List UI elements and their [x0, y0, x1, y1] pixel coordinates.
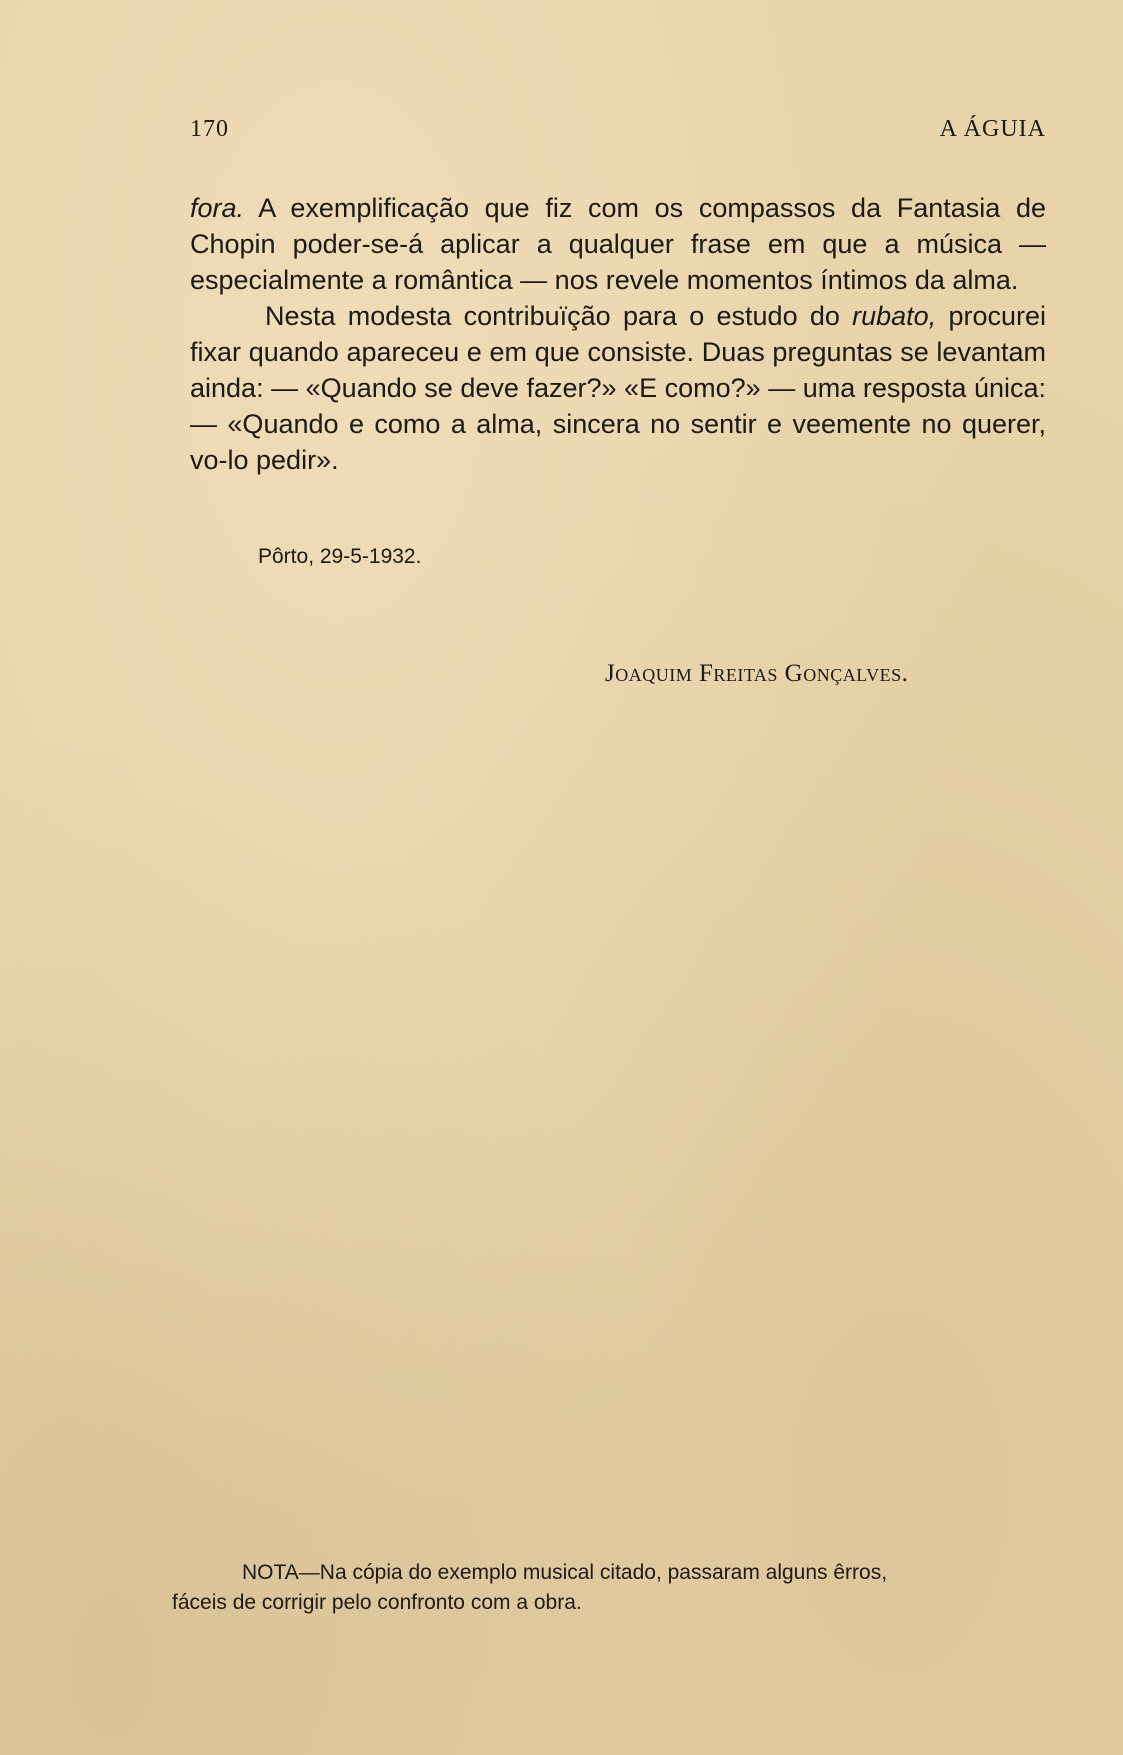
paragraph-2-text-b: procurei fixar quando apareceu e em que consiste. Duas preguntas se levantam ainda: — «Quando se deve fazer?» «E como?» — uma resposta única: — «Quando e como a alma, sincera no sentir e veemente no querer, vo-lo pedir». — [190, 301, 1047, 475]
author-signature: Joaquim Freitas Gonçalves. — [605, 660, 909, 687]
paragraph-2-text-a: Nesta modesta contribuïção para o estudo do — [265, 301, 853, 331]
paragraph-2 — [190, 298, 1046, 478]
body-text — [190, 190, 1046, 478]
dateline: Pôrto, 29-5-1932. — [258, 545, 422, 568]
running-head — [190, 116, 1046, 150]
footnote-line-1: NOTA—Na cópia do exemplo musical citado, passaram alguns êrros, — [242, 1561, 888, 1584]
paragraph-1-italic: fora. — [190, 193, 245, 223]
footnote — [172, 1558, 1027, 1618]
paragraph-1 — [190, 190, 1046, 298]
paragraph-1-text: A exemplificação que fiz com os compassos da Fantasia de Chopin poder-se-á aplicar a qualquer frase em que a música — especialmente a romântica — nos revele momentos íntimos da alma. — [190, 193, 1046, 295]
journal-title: A ÁGUIA — [939, 116, 1046, 142]
footnote-line-2: fáceis de corrigir pelo confronto com a obra. — [172, 1591, 582, 1614]
page-number: 170 — [190, 116, 229, 142]
paragraph-2-italic: rubato, — [852, 301, 937, 331]
